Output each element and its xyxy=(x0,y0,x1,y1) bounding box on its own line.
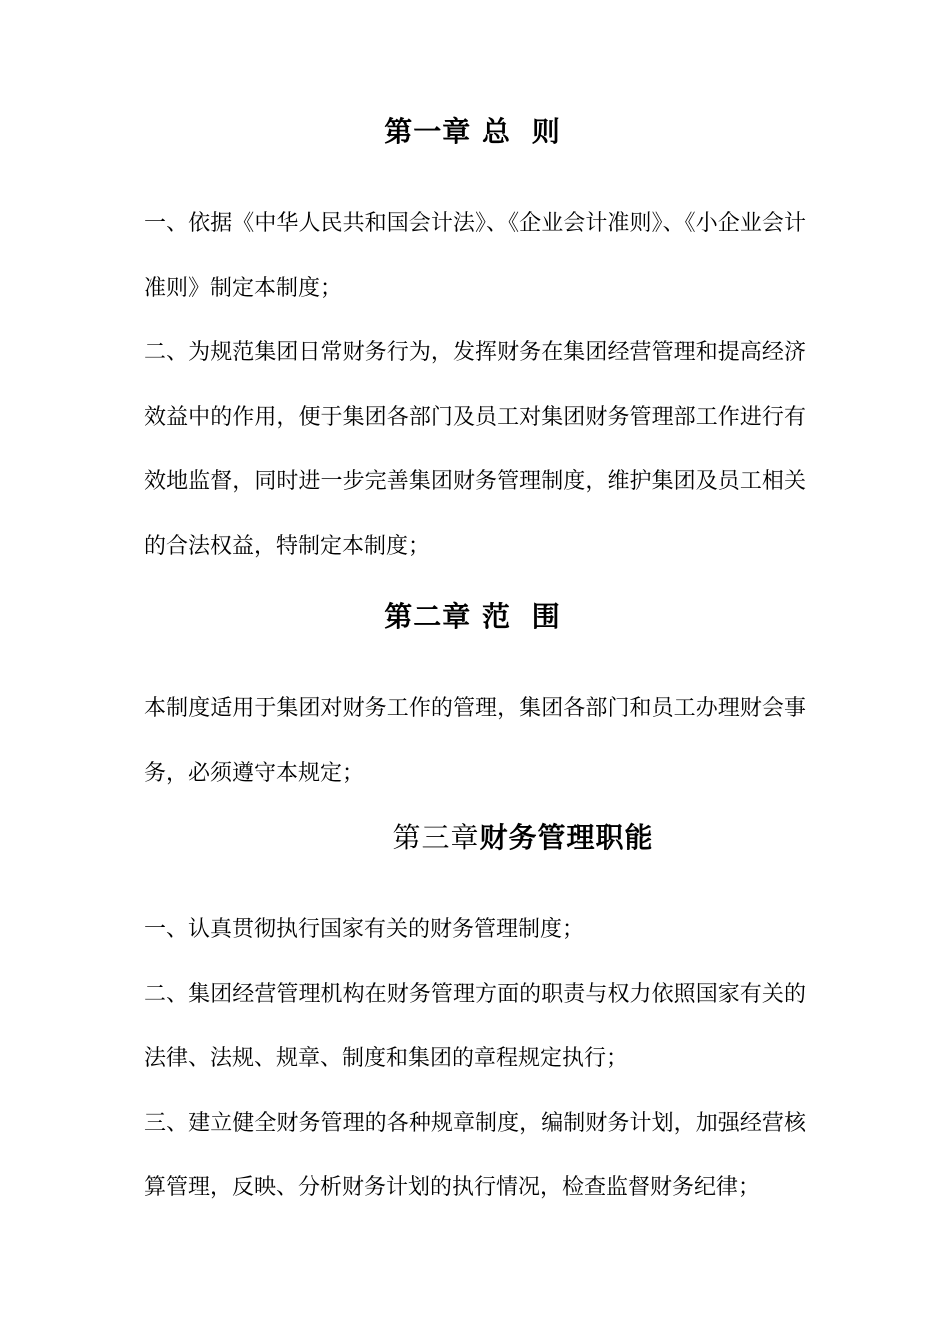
chapter-2-heading xyxy=(144,597,806,637)
chapter-1-paragraph: 二、为规范集团日常财务行为，发挥财务在集团经营管理和提高经济效益中的作用，便于集团各部门及员工对集团财务管理部工作进行有效地监督，同时进一步完善集团财务管理制度，维护集团及员工相关的合法权益，特制定本制度； xyxy=(144,340,806,559)
document-body xyxy=(144,112,806,1221)
chapter-2-section xyxy=(144,677,806,806)
chapter-3-section xyxy=(144,898,806,1221)
chapter-3-number: 第三章 xyxy=(392,821,480,854)
chapter-1-number: 第一章 xyxy=(384,115,472,148)
chapter-3-title: 财务管理职能 xyxy=(479,821,654,854)
chapter-1-title: 总 则 xyxy=(482,115,566,148)
chapter-1-paragraph: 一、依据《中华人民共和国会计法》、《企业会计准则》、《小企业会计准则》制定本制度； xyxy=(144,211,806,301)
chapter-1-section xyxy=(144,192,806,579)
chapter-1-heading xyxy=(144,112,806,152)
chapter-2-title: 范 围 xyxy=(482,600,566,633)
chapter-3-paragraph: 二、集团经营管理机构在财务管理方面的职责与权力依照国家有关的法律、法规、规章、制度和集团的章程规定执行； xyxy=(144,981,806,1071)
chapter-3-paragraph: 一、认真贯彻执行国家有关的财务管理制度； xyxy=(144,917,585,942)
chapter-2-paragraph: 本制度适用于集团对财务工作的管理，集团各部门和员工办理财会事务，必须遵守本规定； xyxy=(144,696,806,786)
chapter-2-number: 第二章 xyxy=(384,600,472,633)
chapter-3-paragraph: 三、建立健全财务管理的各种规章制度，编制财务计划，加强经营核算管理，反映、分析财务计划的执行情况，检查监督财务纪律； xyxy=(144,1110,806,1200)
chapter-3-heading xyxy=(144,818,806,858)
